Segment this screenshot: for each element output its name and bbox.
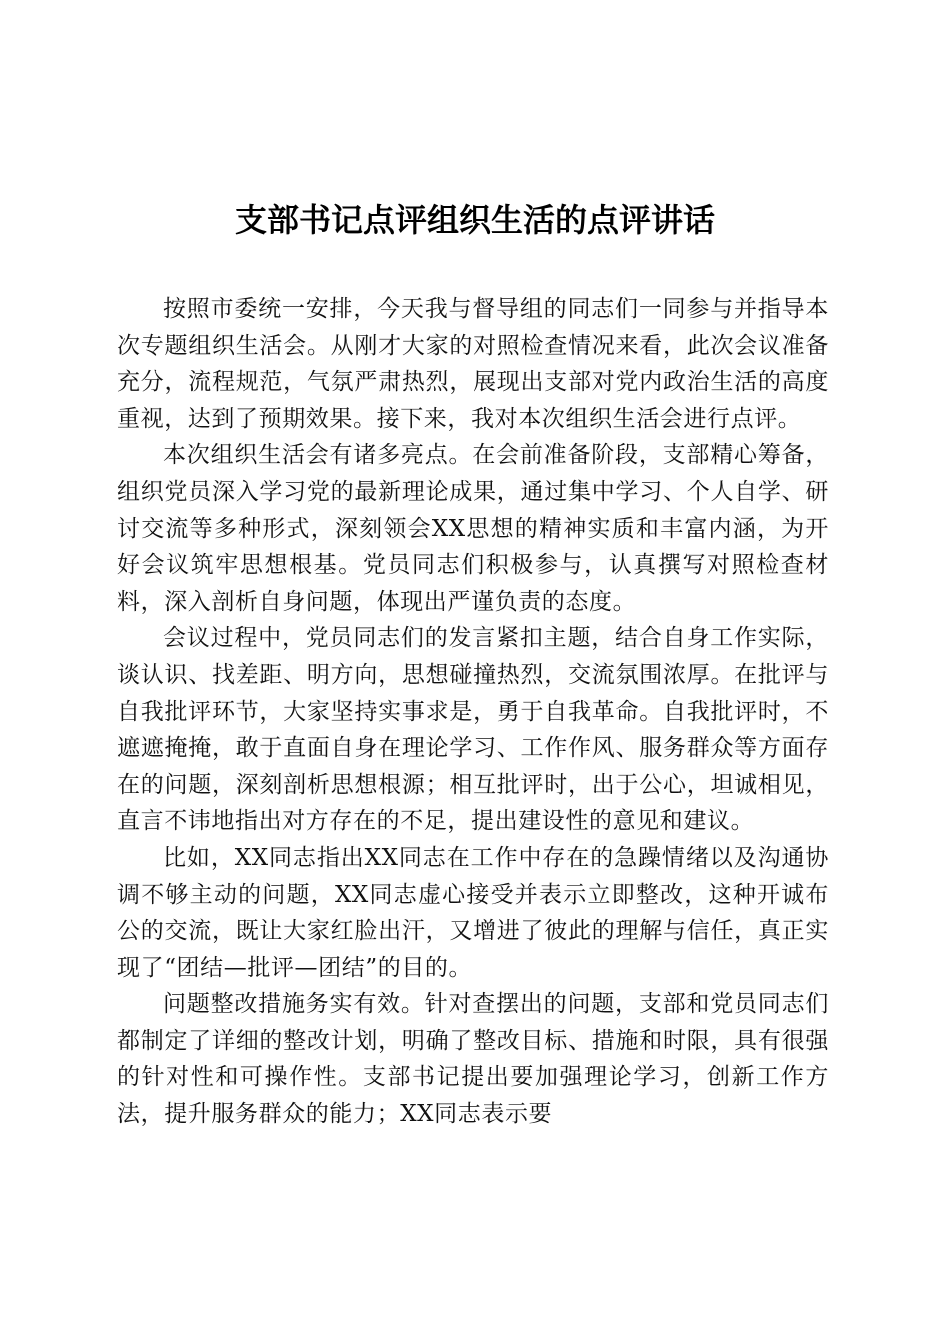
paragraph-1: 按照市委统一安排，今天我与督导组的同志们一同参与并指导本次专题组织生活会。从刚才大家的对照检查情况来看，此次会议准备充分，流程规范，气氛严肃热烈，展现出支部对党内政治生活的高度重视，达到了预期效果。接下来，我对本次组织生活会进行点评。 <box>117 296 829 432</box>
document-body <box>117 291 829 1133</box>
paragraph-4: 比如，XX同志指出XX同志在工作中存在的急躁情绪以及沟通协调不够主动的问题，XX同志虚心接受并表示立即整改，这种开诚布公的交流，既让大家红脸出汗，又增进了彼此的理解与信任，真正实现了“团结—批评—团结”的目的。 <box>117 844 829 981</box>
paragraph-2: 本次组织生活会有诸多亮点。在会前准备阶段，支部精心筹备，组织党员深入学习党的最新理论成果，通过集中学习、个人自学、研讨交流等多种形式，深刻领会XX思想的精神实质和丰富内涵，为开好会议筑牢思想根基。党员同志们积极参与，认真撰写对照检查材料，深入剖析自身问题，体现出严谨负责的态度。 <box>117 442 829 615</box>
paragraph-3: 会议过程中，党员同志们的发言紧扣主题，结合自身工作实际，谈认识、找差距、明方向，思想碰撞热烈，交流氛围浓厚。在批评与自我批评环节，大家坚持实事求是，勇于自我革命。自我批评时，不遮遮掩掩，敢于直面自身在理论学习、工作作风、服务群众等方面存在的问题，深刻剖析思想根源；相互批评时，出于公心，坦诚相见，直言不讳地指出对方存在的不足，提出建设性的意见和建议。 <box>117 625 829 835</box>
paragraph-5: 问题整改措施务实有效。针对查摆出的问题，支部和党员同志们都制定了详细的整改计划，明确了整改目标、措施和时限，具有很强的针对性和可操作性。支部书记提出要加强理论学习，创新工作方法，提升服务群众的能力；XX同志表示要 <box>117 991 829 1128</box>
document-title: 支部书记点评组织生活的点评讲话 <box>234 201 715 239</box>
